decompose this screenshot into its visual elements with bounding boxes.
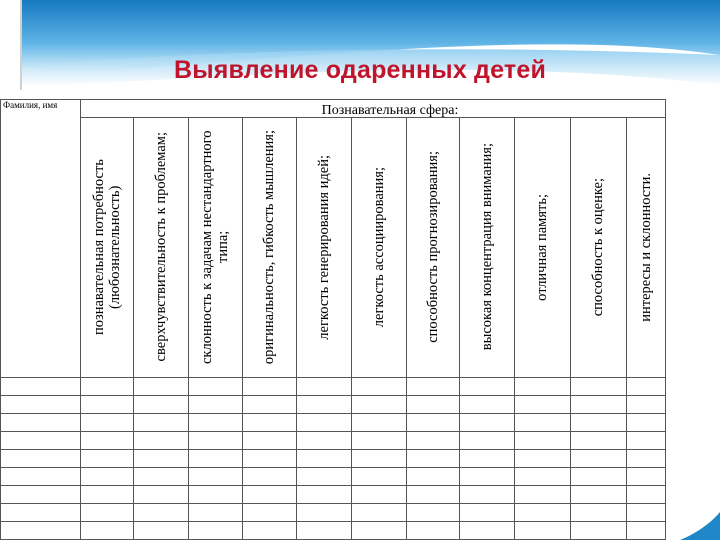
column-header-text: познавательная потребность (любознательность): [90, 159, 123, 335]
column-header-9: [514, 117, 570, 377]
column-header-7: [406, 117, 459, 377]
column-header-1: [80, 117, 133, 377]
column-header-text: легкость ассоциирования;: [370, 166, 387, 328]
corner-decoration-icon: [680, 512, 720, 540]
column-header-11: [626, 117, 665, 377]
name-column-header: Фамилия, имя: [3, 100, 58, 110]
slide-title: Выявление одаренных детей: [173, 56, 547, 84]
table-grid-line: [665, 99, 666, 540]
table-grid-line: [0, 431, 665, 432]
column-header-text: оригинальность, гибкость мышления;: [261, 129, 277, 365]
column-header-8: [459, 117, 514, 377]
column-header-10: [570, 117, 626, 377]
column-header-5: [296, 117, 351, 377]
column-header-text: сверхчувствительность к проблемам;: [152, 132, 169, 362]
cognitive-sphere-header: Познавательная сфера:: [321, 103, 459, 118]
column-header-text: отличная память;: [534, 193, 550, 301]
table-grid-line: [0, 449, 665, 450]
column-header-text: склонность к задачам нестандартного типа;: [199, 130, 231, 364]
column-header-4: [242, 117, 296, 377]
table-grid-line: [0, 485, 665, 486]
column-header-2: [133, 117, 188, 377]
column-header-text: интересы и склонности.: [637, 172, 654, 322]
column-header-text: способность прогнозирования;: [424, 151, 441, 343]
table-grid-line: [0, 467, 665, 468]
table-grid-line: [0, 99, 665, 100]
table-grid-line: [0, 395, 665, 396]
column-header-text: легкость генерирования идей;: [315, 154, 332, 340]
table-grid-line: [0, 503, 665, 504]
column-header-6: [351, 117, 406, 377]
table-grid-line: [0, 377, 665, 378]
table-grid-line: [0, 521, 665, 522]
table-grid-line: [0, 99, 1, 540]
column-header-3: [188, 117, 242, 377]
column-header-text: высокая концентрация внимания;: [478, 143, 495, 351]
column-header-text: способность к оценке;: [590, 177, 606, 317]
table-grid-line: [0, 413, 665, 414]
